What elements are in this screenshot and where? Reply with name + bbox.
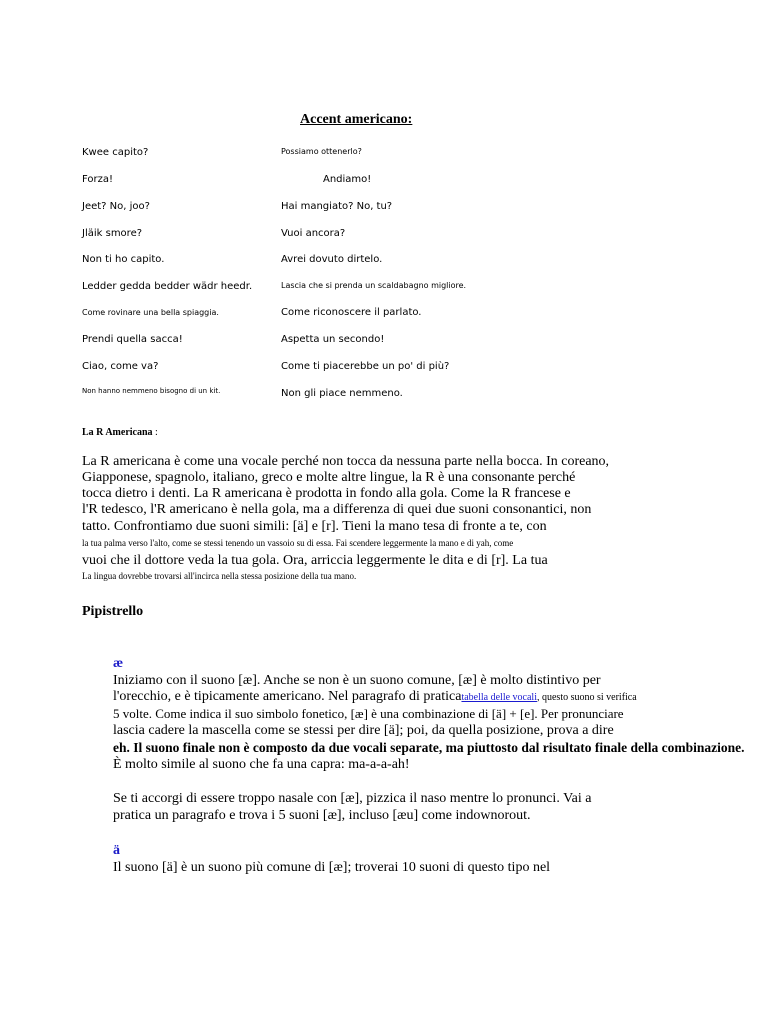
paragraph-line: la tua palma verso l'alto, come se stessi tenendo un vassoio su di essa. Fai scendere leggermente la mano e di yah, come <box>82 538 514 548</box>
body-line: pratica un paragrafo e trova i 5 suoni [æ], incluso [æu] come indownorout. <box>113 808 531 823</box>
phrase-right: Non gli piace nemmeno. <box>281 388 403 399</box>
phrase-right: Come riconoscere il parlato. <box>281 307 422 318</box>
phrase-left: Kwee capito? <box>82 147 149 158</box>
section-heading-pipistrello: Pipistrello <box>82 604 144 619</box>
phrase-right: Hai mangiato? No, tu? <box>281 201 393 212</box>
body-line-text: l'orecchio, e è tipicamente americano. Nel paragrafo di pratica <box>113 689 462 704</box>
paragraph-line: vuoi che il dottore veda la tua gola. Ora, arriccia leggermente le dita e di [r]. La tua <box>82 553 548 568</box>
phrase-left: Non hanno nemmeno bisogno di un kit. <box>82 387 221 395</box>
body-line-bold: eh. Il suono finale non è composto da due vocali separate, ma piuttosto dal risultato finale della combinazione. <box>113 740 745 755</box>
paragraph-line: l'R tedesco, l'R americano è nella gola, ma a differenza di quei due suoni consonantici, non <box>82 502 592 517</box>
paragraph-line: Giapponese, spagnolo, italiano, greco e molte altre lingue, la R è una consonante perché <box>82 470 576 485</box>
phonetic-symbol-a: ä <box>113 843 120 858</box>
phonetic-symbol-ae: æ <box>113 656 124 671</box>
paragraph-line: tocca dietro i denti. La R americana è prodotta in fondo alla gola. Come la R francese e <box>82 486 571 501</box>
phrase-left: Ciao, come va? <box>82 361 159 372</box>
vowel-table-link[interactable]: tabella delle vocali <box>461 692 537 703</box>
paragraph-line: tatto. Confrontiamo due suoni simili: [ä] e [r]. Tieni la mano tesa di fronte a te, con <box>82 519 547 534</box>
phrase-right: Come ti piacerebbe un po' di più? <box>281 361 450 372</box>
phrase-right: Avrei dovuto dirtelo. <box>281 254 383 265</box>
phrase-right: Andiamo! <box>323 174 372 185</box>
body-line: È molto simile al suono che fa una capra: ma-a-a-ah! <box>113 757 410 772</box>
section-heading-r-suffix: : <box>152 427 158 438</box>
body-line: Iniziamo con il suono [æ]. Anche se non è un suono comune, [æ] è molto distintivo per <box>113 673 601 688</box>
section-heading-r <box>82 427 158 438</box>
phrase-right: Vuoi ancora? <box>281 228 346 239</box>
phrase-left: Come rovinare una bella spiaggia. <box>82 308 219 317</box>
body-line <box>113 706 624 723</box>
phrase-left: Ledder gedda bedder wädr heedr. <box>82 281 253 292</box>
phrase-left: Forza! <box>82 174 114 185</box>
phrase-left: Jläik smore? <box>82 228 143 239</box>
phrase-left: Prendi quella sacca! <box>82 334 183 345</box>
body-line: lascia cadere la mascella come se stessi per dire [ä]; poi, da quella posizione, prova a dire <box>113 723 614 738</box>
body-line-text: , questo suono si verifica <box>536 692 637 703</box>
paragraph-line: La R americana è come una vocale perché non tocca da nessuna parte nella bocca. In coreano, <box>82 454 610 469</box>
page-title: Accent americano: <box>300 112 413 127</box>
body-line-text: 5 volte. Come indica il suo simbolo fonetico, [æ] è una combinazione di [ä] + [e]. Per pronunciare <box>113 706 624 721</box>
paragraph-line: La lingua dovrebbe trovarsi all'incirca nella stessa posizione della tua mano. <box>82 571 357 581</box>
phrase-right: Possiamo ottenerlo? <box>281 147 362 156</box>
body-line: Il suono [ä] è un suono più comune di [æ]; troverai 10 suoni di questo tipo nel <box>113 860 551 875</box>
phrase-right: Aspetta un secondo! <box>281 334 385 345</box>
body-line: Se ti accorgi di essere troppo nasale con [æ], pizzica il naso mentre lo pronunci. Vai a <box>113 791 592 806</box>
body-line <box>113 689 637 705</box>
phrase-left: Jeet? No, joo? <box>82 201 150 212</box>
phrase-left: Non ti ho capito. <box>82 254 165 265</box>
section-heading-r-bold: La R Americana <box>82 427 153 438</box>
phrase-right: Lascia che si prenda un scaldabagno migliore. <box>281 281 467 290</box>
